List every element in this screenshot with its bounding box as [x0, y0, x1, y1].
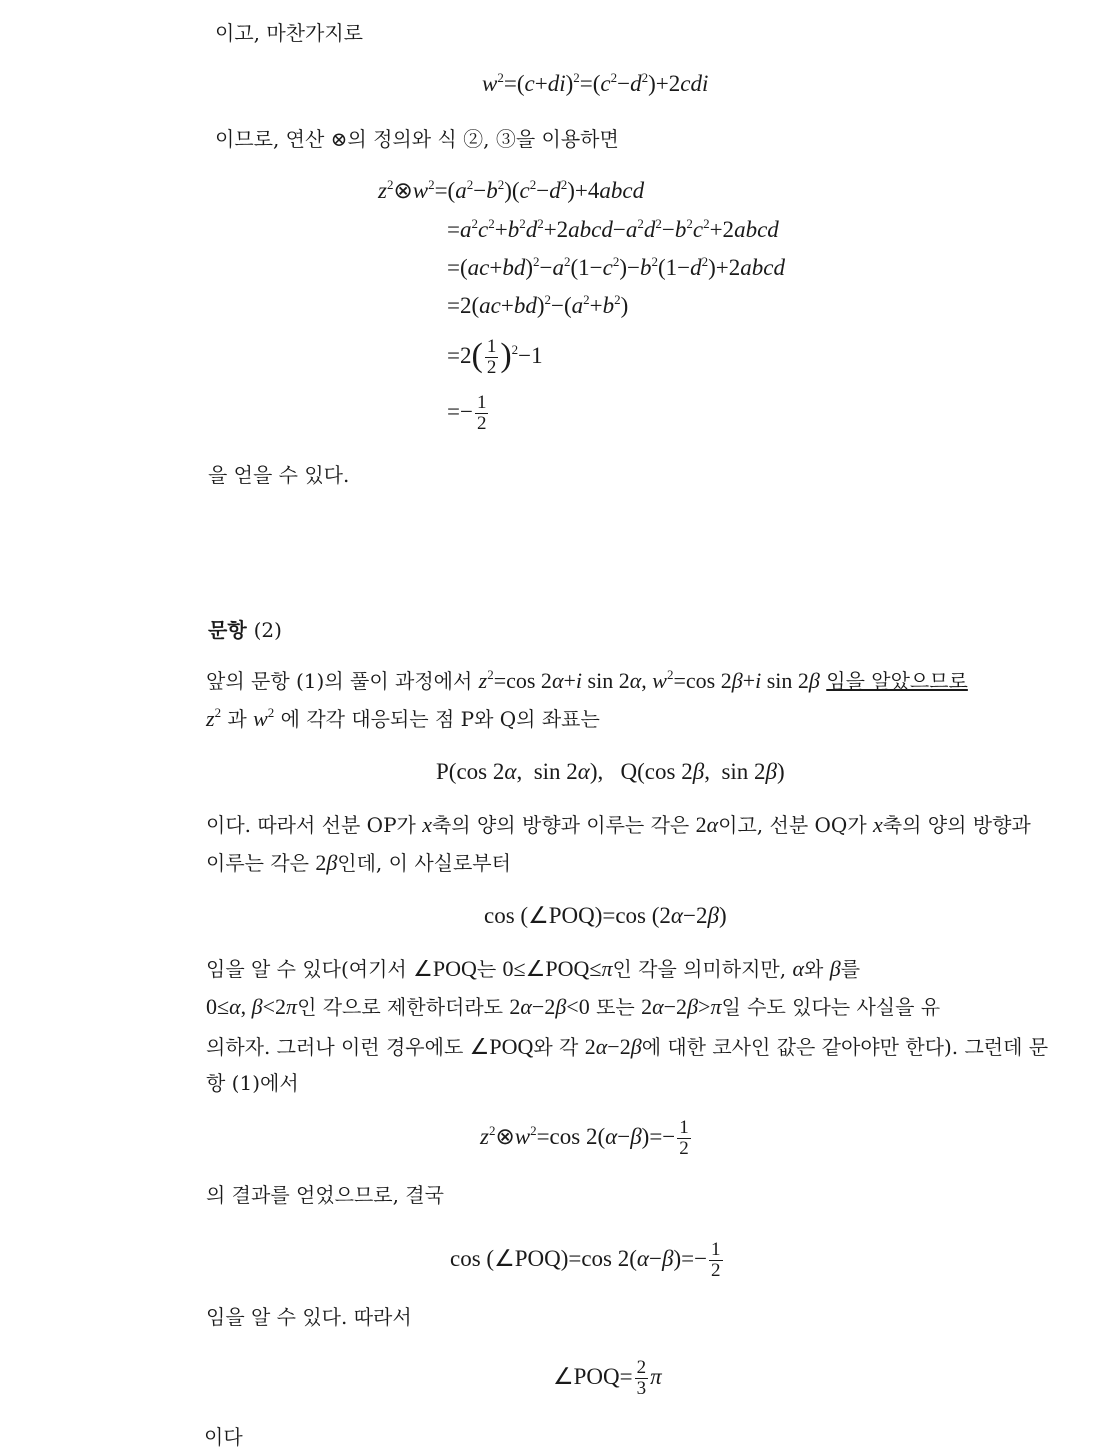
equation-angle: ∠POQ= $\frac{2}{3}$ π	[553, 1357, 662, 1399]
text-line: 이고, 마찬가지로	[215, 21, 363, 45]
section-heading: 문항 (2)	[208, 618, 282, 642]
text-line: 0≤α, β<2π인 각으로 제한하더라도 2α−2β<0 또는 2α−2β>π일 수도 있다는 사실을 유	[206, 994, 941, 1019]
text-line: 임을 알 수 있다(여기서 ∠POQ는 0≤∠POQ≤π인 각을 의미하지만, α와 β를	[206, 956, 861, 981]
text-line: 임을 알 수 있다. 따라서	[206, 1305, 412, 1329]
text-line: 이루는 각은 2β인데, 이 사실로부터	[206, 850, 511, 875]
equation-coordinates: P(cos 2α, sin 2α), Q(cos 2β, sin 2β)	[436, 759, 785, 784]
text-line: 항 (1)에서	[206, 1071, 299, 1095]
equation-w-squared: $w^2=(c+di)^2=(c^2-d^2)+2cdi$	[482, 70, 709, 96]
text-line: 이므로, 연산 ⊗의 정의와 식 ②, ③을 이용하면	[215, 127, 619, 151]
equation-line: $=2(ac+bd)^2-(a^2+b^2)$	[447, 292, 629, 318]
text-line: 이다	[204, 1425, 243, 1449]
equation-cos-result: cos (∠POQ)=cos 2(α−β)=− $\frac{1}{2}$	[450, 1239, 721, 1281]
text-line: 을 얻을 수 있다.	[208, 463, 350, 487]
text-line: 이다. 따라서 선분 OP가 x축의 양의 방향과 이루는 각은 2α이고, 선분 OQ가 x축의 양의 방향과	[206, 812, 1031, 837]
equation-line: =− $\frac{1}{2}$	[447, 392, 487, 434]
equation-line: $=a^2c^2+b^2d^2+2abcd-a^2d^2-b^2c^2+2abcd$	[447, 216, 779, 242]
equation-line: $=(ac+bd)^2-a^2(1-c^2)-b^2(1-d^2)+2abcd$	[447, 254, 785, 280]
equation-result: $z^2\otimes w^2=\cos$ 2(α−β)=− $\frac{1}{2}$	[480, 1117, 689, 1159]
equation-line: $z^2\otimes w^2=(a^2-b^2)(c^2-d^2)+4abcd$	[378, 177, 645, 203]
text-line: 의하자. 그러나 이런 경우에도 ∠POQ와 각 2α−2β에 대한 코사인 값은 같아야만 한다). 그런데 문	[206, 1034, 1049, 1059]
equation-cos-poq: cos (∠POQ)=cos (2α−2β)	[484, 903, 727, 928]
equation-line: =2( $\frac{1}{2}$ )$^2$−1	[447, 336, 543, 378]
text-line: 앞의 문항 (1)의 풀이 과정에서 $z^2=\cos$ 2α+i sin 2α, $w^2=\cos$ 2β+i sin 2β 임을 알았으므로	[206, 667, 968, 693]
text-line: $z^2$ 과 $w^2$ 에 각각 대응되는 점 P와 Q의 좌표는	[206, 705, 600, 731]
text-line: 의 결과를 얻었으므로, 결국	[206, 1183, 444, 1207]
